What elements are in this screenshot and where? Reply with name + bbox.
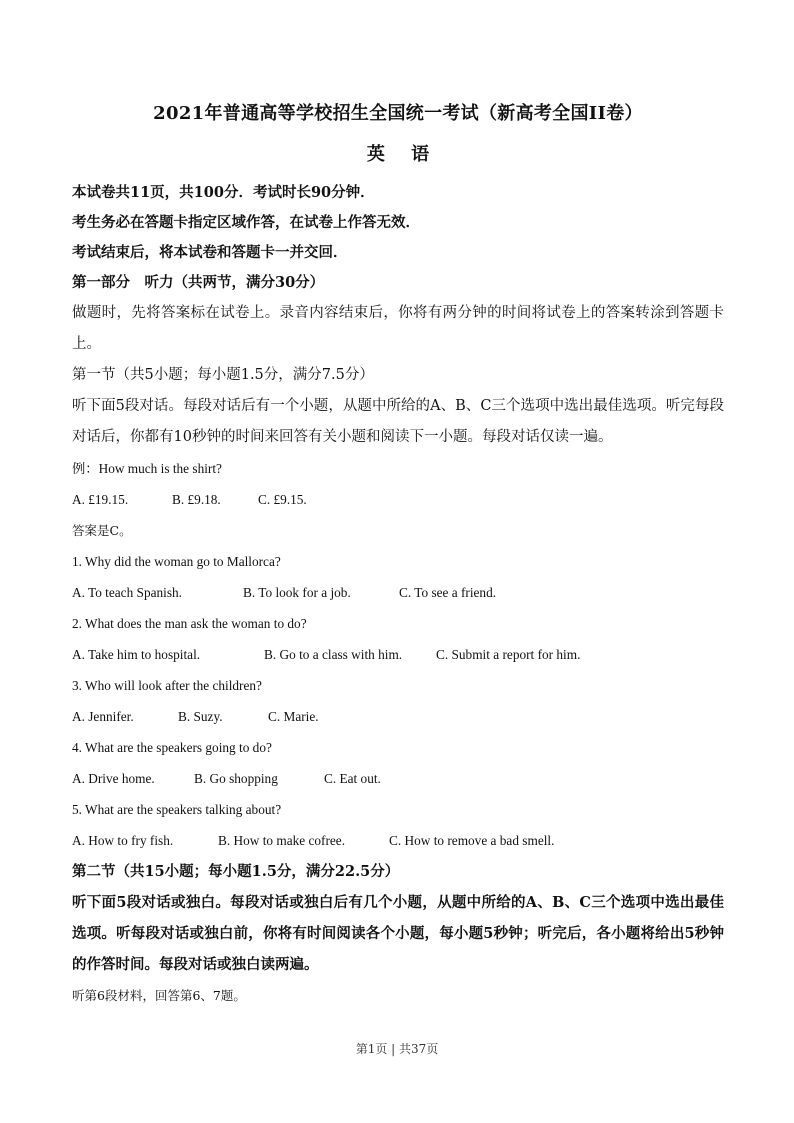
option: C. £9.15. [258,492,307,507]
part1-intro: 做题时，先将答案标在试卷上。录音内容结束后，你将有两分钟的时间将试卷上的答案转涂到答题卡上。 [72,305,724,352]
option: B. Go shopping [194,771,278,786]
option: A. To teach Spanish. [72,585,182,600]
question-1-options [72,577,724,608]
option: B. Go to a class with him. [264,647,403,662]
question-4-options [72,763,724,794]
example-answer: 答案是C。 [72,523,132,538]
instruction-line: 考试结束后，将本试卷和答题卡一并交回． [72,244,348,261]
section2-first-material: 听第6段材料，回答第6、7题。 [72,988,246,1003]
option: C. Eat out. [324,771,381,786]
part1-heading: 第一部分 听力（共两节，满分30分） [72,274,325,291]
option: C. To see a friend. [399,585,497,600]
page-footer: 第1页 | 共37页 [355,1042,439,1056]
question-5: 5. What are the speakers talking about? [72,802,282,817]
question-5-options [72,825,724,856]
question-2-options [72,639,724,670]
section1-heading: 第一节（共5小题；每小题1.5分，满分7.5分） [72,367,374,383]
option: C. Marie. [268,709,319,724]
option: C. How to remove a bad smell. [389,833,555,848]
option: B. To look for a job. [243,585,351,600]
question-3-options [72,701,724,732]
option: A. £19.15. [72,492,129,507]
section1-intro: 听下面5段对话。每段对话后有一个小题，从题中所给的A、B、C三个选项中选出最佳选项。听完每段对话后，你都有10秒钟的时间来回答有关小题和阅读下一小题。每段对话仅读一遍。 [72,398,724,445]
option: B. How to make cofree. [218,833,346,848]
exam-page [72,100,724,1011]
option: A. Take him to hospital. [72,647,201,662]
subject-title: 英 语 [366,144,440,165]
question-3: 3. Who will look after the children? [72,678,262,693]
option: C. Submit a report for him. [436,647,581,662]
instruction-line: 本试卷共11页，共100分．考试时长90分钟． [72,184,375,201]
question-1: 1. Why did the woman go to Mallorca? [72,554,281,569]
exam-title: 2021年普通高等学校招生全国统一考试（新高考全国II卷） [153,103,643,124]
option: B. £9.18. [172,492,221,507]
question-2: 2. What does the man ask the woman to do? [72,616,307,631]
example-options [72,484,724,515]
section2-heading: 第二节（共15小题；每小题1.5分，满分22.5分） [72,863,400,880]
instruction-line: 考生务必在答题卡指定区域作答，在试卷上作答无效． [72,214,420,231]
option: A. How to fry fish. [72,833,174,848]
example-question: 例：How much is the shirt? [72,461,222,476]
option: A. Jennifer. [72,709,134,724]
option: B. Suzy. [178,709,223,724]
question-4: 4. What are the speakers going to do? [72,740,272,755]
option: A. Drive home. [72,771,155,786]
section2-intro: 听下面5段对话或独白。每段对话或独白后有几个小题，从题中所给的A、B、C三个选项中选出最佳选项。听每段对话或独白前，你将有时间阅读各个小题，每小题5秒钟；听完后，各小题将给出5秒钟的作答时间。每段对话或独白读两遍。 [72,894,724,973]
